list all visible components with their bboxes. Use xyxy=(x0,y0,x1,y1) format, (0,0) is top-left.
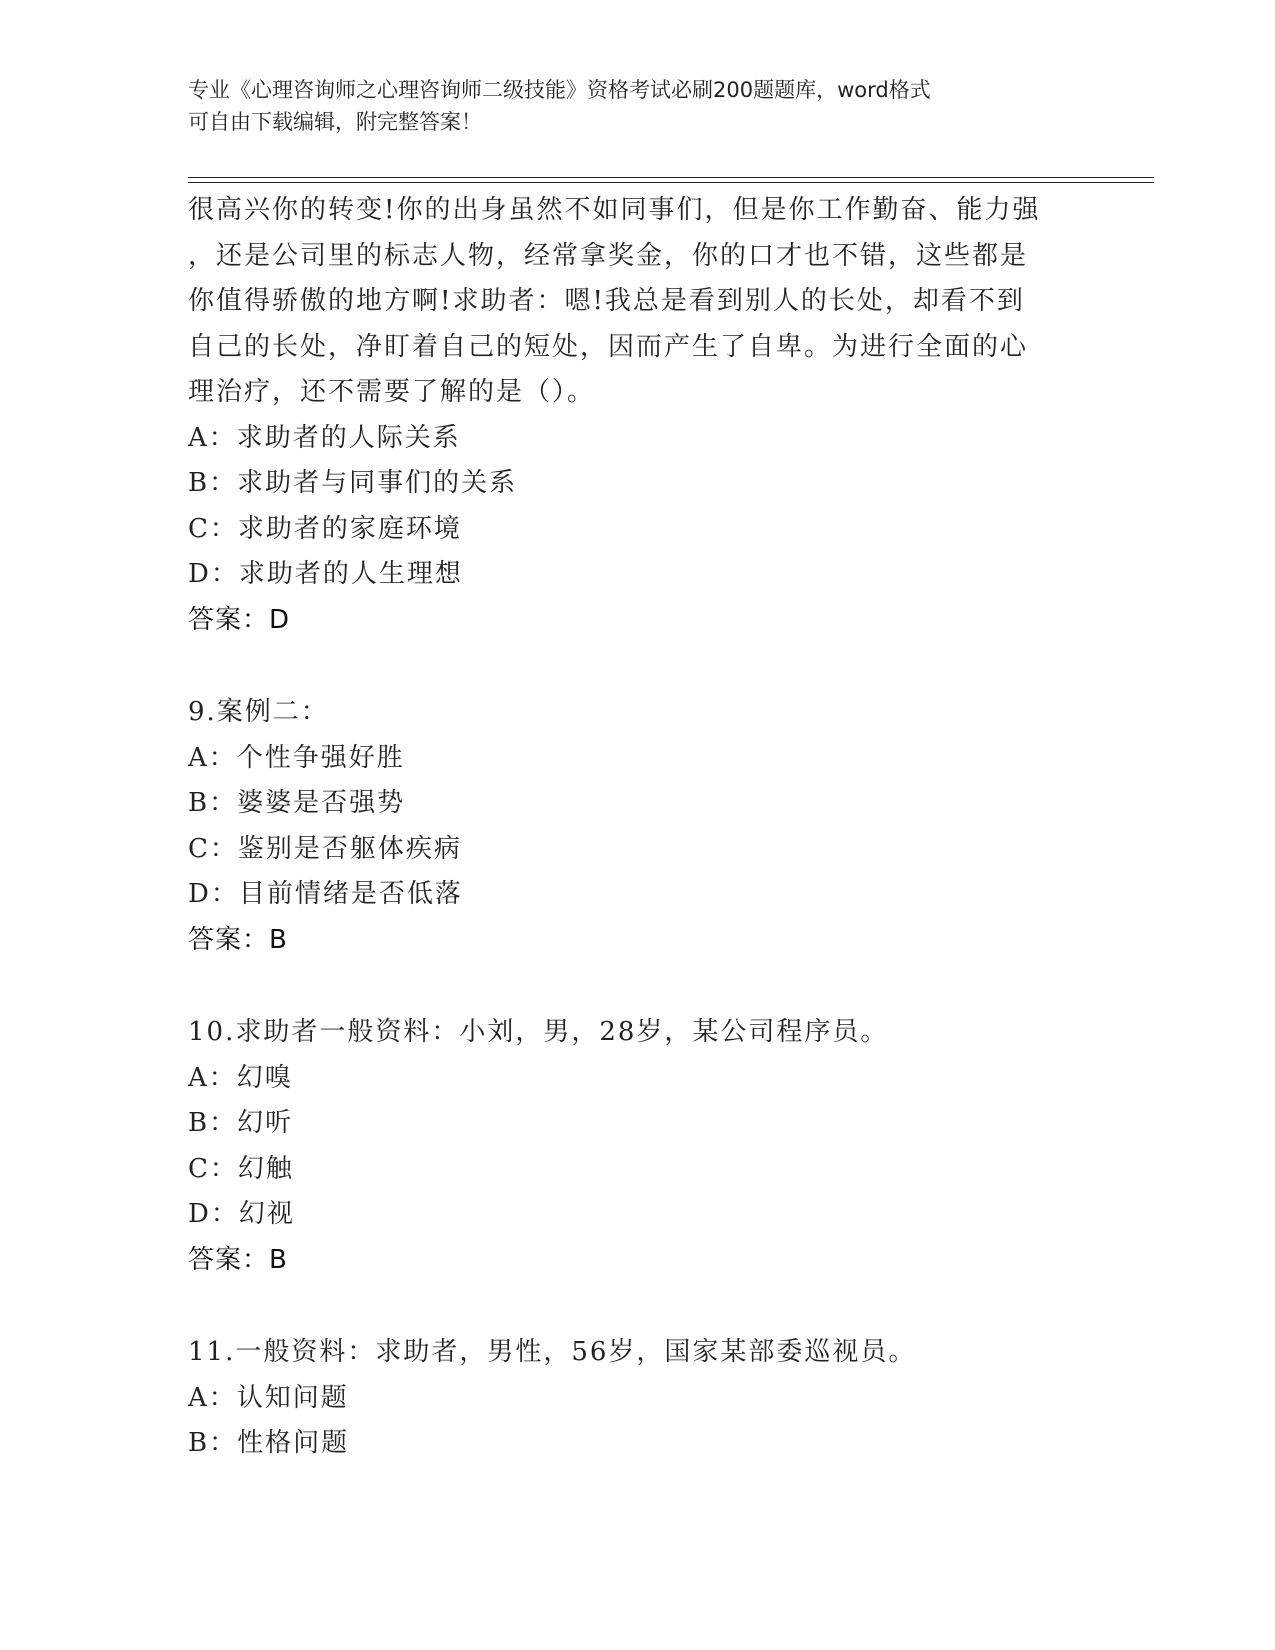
option-d: D：求助者的人生理想 xyxy=(188,559,463,589)
question-text-line: 很高兴你的转变!你的出身虽然不如同事们，但是你工作勤奋、能力强 xyxy=(188,195,1041,225)
header-divider-bottom xyxy=(188,182,1154,183)
answer: 答案：B xyxy=(188,1244,288,1275)
header-line-2: 可自由下载编辑，附完整答案！ xyxy=(188,110,482,134)
option-b: B：性格问题 xyxy=(188,1428,350,1458)
option-a: A：幻嗅 xyxy=(188,1062,293,1093)
question-text-line: ，还是公司里的标志人物，经常拿奖金，你的口才也不错，这些都是 xyxy=(188,240,1029,271)
option-b: B：婆婆是否强势 xyxy=(188,788,406,818)
question-10 xyxy=(188,1010,1088,1283)
option-a: A：求助者的人际关系 xyxy=(188,422,461,453)
question-title: 11.一般资料：求助者，男性，56岁，国家某部委巡视员。 xyxy=(188,1337,917,1367)
option-d: D：幻视 xyxy=(188,1199,295,1229)
question-text-line: 理治疗，还不需要了解的是（）。 xyxy=(188,377,596,407)
answer: 答案：B xyxy=(188,924,288,955)
question-11 xyxy=(188,1330,1088,1467)
header-divider-top xyxy=(188,177,1154,178)
option-a: A：个性争强好胜 xyxy=(188,742,405,773)
document-header xyxy=(188,74,1088,138)
option-c: C：鉴别是否躯体疾病 xyxy=(188,833,462,864)
option-a: A：认知问题 xyxy=(188,1382,349,1413)
question-title: 10.求助者一般资料：小刘，男，28岁，某公司程序员。 xyxy=(188,1017,889,1047)
question-9 xyxy=(188,690,1088,963)
question-title: 9.案例二： xyxy=(188,697,329,727)
option-c: C：求助者的家庭环境 xyxy=(188,513,462,544)
question-text-line: 你值得骄傲的地方啊!求助者：嗯!我总是看到别人的长处，却看不到 xyxy=(188,286,1025,316)
header-line-1: 专业《心理咨询师之心理咨询师二级技能》资格考试必刷200题题库，word格式 xyxy=(188,78,931,102)
question-text-line: 自己的长处，净盯着自己的短处，因而产生了自卑。为进行全面的心 xyxy=(188,331,1029,362)
option-d: D：目前情绪是否低落 xyxy=(188,879,463,909)
spacer xyxy=(188,963,1088,1010)
question-8 xyxy=(188,188,1088,643)
question-list xyxy=(188,188,1088,1467)
option-b: B：幻听 xyxy=(188,1108,294,1138)
option-b: B：求助者与同事们的关系 xyxy=(188,468,518,498)
option-c: C：幻触 xyxy=(188,1153,294,1184)
answer: 答案：D xyxy=(188,604,291,635)
spacer xyxy=(188,1283,1088,1330)
spacer xyxy=(188,643,1088,690)
